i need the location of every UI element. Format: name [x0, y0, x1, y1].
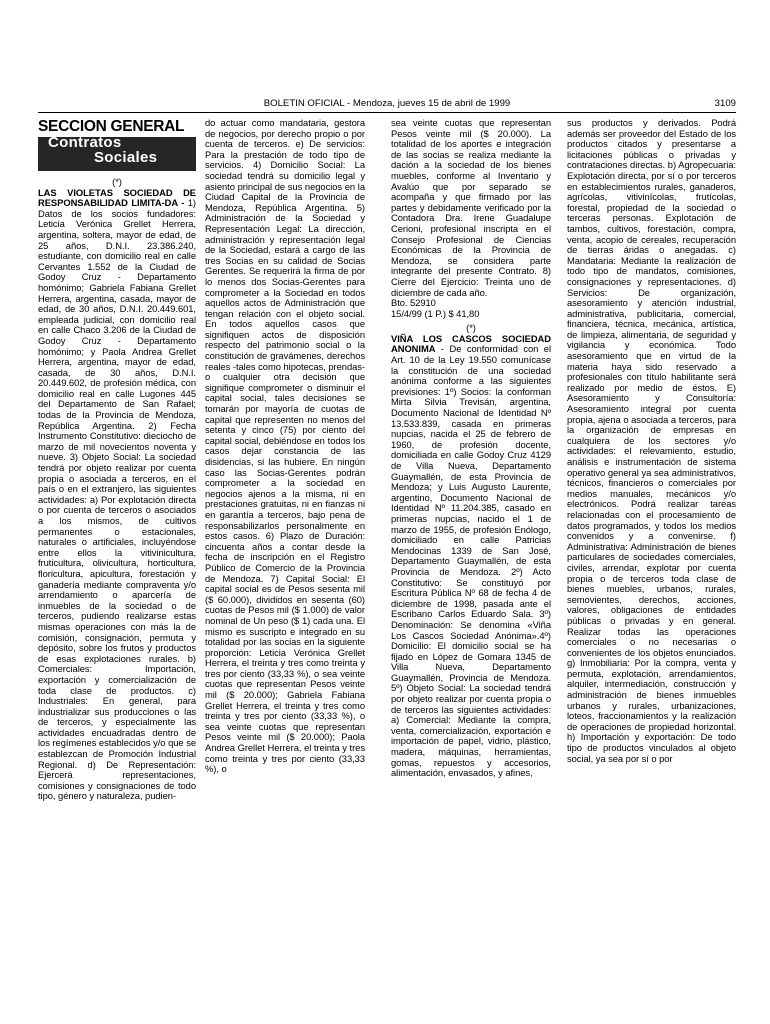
banner-line-2: Sociales [94, 149, 158, 166]
notice-text-continued: sus productos y derivados. Podrá además ser proveedor del Estado de los productos citados y presentarse a licitaciones públicas o privadas y contrataciones directas. b) Agropecuaria: Explotación directa, por sí o por terceros en establecimientos rurales, ganaderos, agrícolas, vitivinícolas, frutícolas, forestal, propiedad de la sociedad o terceras personas. Explotación de tambos, cultivos, forestación, compra, venta, acopio de cereales, recuperación de tierras áridas o anegadas. c) Mandataria: Mediante la realización de todo tipo de mandatos, comisiones, consignaciones y representaciones. d) Servicios: De organización, asesoramiento y atención industrial, administrativa, publicitaria, comercial, financiera, técnica, mecánica, artística, de limpieza, alimentaria, de seguridad y vigilancia y económica. Todo asesoramiento que en virtud de la materia haya sido reservado a profesionales con título habilitante será realizado por medio de éstos. E) Asesoramiento y Consultoría: Asesoramiento integral por cuenta propia, ajena o asociada a terceros, para la organización de empresas en cualquiera de los sectores y/o actividades: el relevamiento, estudio, análisis e instrumentación de sistema operativo general ya sea administrativos, técnicos, financieros o comerciales por medios manuales, mecánicos y/o electrónicos. Podrá realizar tareas relacionadas con el procesamiento de datos programados, y todos los medios convenidos y a convenirse. f) Administrativa: Administración de bienes particulares de sociedades comerciales, civiles, arrendar, explotar por cuenta propia o de terceros toda clase de bienes muebles, urbanos, rurales, semovientes, derechos, acciones, valores, obligaciones de entidades públicas o privadas y en general. Realizar todas las operaciones comerciales o no necesarias o convenientes de los objetos enunciados. g) Inmobiliaria: Por la compra, venta y permuta, explotación, arrendamientos, alquiler, intermediación, construcción y administración de bienes inmuebles urbanos y rurales, urbanizaciones, loteos, fraccionamientos y la realización de operaciones de propiedad horizontal. h) Importación y exportación: De todo tipo de productos vinculados al objeto social, ya sea por sí o por [567, 117, 736, 764]
boleto-number: Bto. 52910 [391, 297, 436, 309]
publication-fee: 15/4/99 (1 P.) $ 41,80 [391, 307, 480, 319]
notice-marker: (*) [466, 322, 476, 334]
section-banner [38, 134, 196, 171]
notice-body [391, 334, 551, 779]
company-name: VIÑA LOS CASCOS SOCIEDAD ANONIMA [391, 332, 551, 355]
column-1 [38, 118, 196, 802]
notice-text-continued: do actuar como mandataria, gestora de negocios, por derecho propio o por cuenta de terceros. e) De servicios: Para la prestación de todo tipo de servicios. 4) Domicilio Social: La sociedad tendrá su domicilio legal y asiento principal de sus negocios en la Ciudad Capital de la Provincia de Mendoza, República Argentina. 5) Administración de la Sociedad y Representación Legal: La dirección, administración y representación legal de la Sociedad, estará a cargo de las tres Socias en su calidad de Socias Gerentes. Se requerirá la firma de por lo menos dos Socias-Gerentes para comprometer a la Sociedad en todos aquellos actos de Administración que tengan relación con el objeto social. En todos aquellos casos que signifiquen actos de disposición respecto del patrimonio social o la constitución de gravámenes, derechos reales -tales como hipotecas, prendas- o cualquier otra decisión que signifique comprometer o disminuir el capital social, tales decisiones se tomarán por mayoría de cuotas de capital que representen no menos del setenta y cinco (75) por ciento del capital social, debiéndose en todos los casos dejar constancia de las disidencias, si las hubiere. En ningún caso las Socias-Gerentes podrán comprometer a la sociedad en negocios ajenos a la misma, ni en prestaciones gratuitas, ni en fianzas ni en garantía a terceros, bajo pena de responsabilizarlos personalmente en estos casos. 6) Plazo de Duración: cincuenta años a contar desde la fecha de inscripción en el Registro Público de Comercio de la Provincia de Mendoza. 7) Capital Social: El capital social es de Pesos sesenta mil ($ 60.000), divididos en sesenta (60) cuotas de Pesos mil ($ 1.000) de valor nominal de Un peso ($ 1) cada una. El mismo es suscripto e integrado en su totalidad por las socias en la siguiente proporción: Leticia Verónica Grellet Herrera, el treinta y tres como treinta y tres por ciento (33,33 %), o sea veinte cuotas que representan Pesos veinte mil ($ 20.000); Gabriela Fabiana Grellet Herrera, el treinta y tres como treinta y tres por ciento (33,33 %), o sea veinte cuotas que representan Pesos veinte mil ($ 20.000); Paola Andrea Grellet Herrera, el treinta y tres como treinta y tres por ciento (33,33 %), o [205, 117, 365, 775]
column-2 [205, 118, 365, 775]
company-name: LAS VIOLETAS SOCIEDAD DE RESPONSABILIDAD LIMITA-DA - [38, 186, 196, 209]
notice-text-continued: sea veinte cuotas que representan Pesos veinte mil ($ 20.000). La totalidad de los aportes e integración de las socias se realiza mediante la dación a la sociedad de los bienes muebles, conforme al Inventario y Avalúo que por separado se acompaña y que firmado por las partes y debidamente verificado por la Contadora Dra. Irene Guadalupe Cerioni, profesional inscripta en el Consejo Profesional de Ciencias Económicas de la Provincia de Mendoza, se considera parte integrante del presente Contrato. 8) Cierre del Ejercicio: Treinta uno de diciembre de cada año. [391, 117, 551, 298]
notice-text: - De conformidad con el Art. 10 de la Ley 19.550 comunícase la constitución de una sociedad anónima conforme a las siguientes previsiones: 1º) Socios: la conforman Mirta Silvia Trevisán, argentina, Documento Nacional de Identidad Nº 13.533.839, casada en primeras nupcias, nacida el 25 de febrero de 1960, de profesión docente, domiciliada en calle Godoy Cruz 4129 de Villa Nueva, Departamento Guaymallén, de esta Provincia de Mendoza; y Luis Augusto Laurente, argentino, Documento Nacional de Identidad Nº 11.204.385, casado en primeras nupcias, nacido el 1 de marzo de 1955, de profesión Enólogo, domiciliado en calle Patricias Mendocinas 1339 de San José, Departamento Guaymallén, de esta Provincia de Mendoza. 2º) Acto Constitutivo: Se constituyó por Escritura Pública Nº 68 de fecha 4 de diciembre de 1998, pasada ante el Escribano Carlos Eduardo Sala. 3º) Denominación: Se denomina «Viña Los Cascos Sociedad Anónima».4º) Domicilio: El domicilio social se ha fijado en López de Gomara 1345 de Villa Nueva, Departamento Guaymallén, Provincia de Mendoza. 5º) Objeto Social: La sociedad tendrá por objeto realizar por cuenta propia o de terceros las siguientes actividades: a) Comercial: Mediante la compra, venta, comercialización, exportación e importación de papel, vidrio, plástico, madera, máquinas, herramientas, gomas, repuestos y accesorios, alimentación, envasados, y afines, [391, 343, 551, 779]
notice-body [38, 188, 196, 802]
notice-marker: (*) [112, 176, 122, 187]
gazette-title: BOLETIN OFICIAL - Mendoza, jueves 15 de abril de 1999 [263, 98, 511, 109]
column-4 [567, 118, 736, 764]
banner-line-1: Contratos [48, 134, 122, 151]
notice-text: 1) Datos de los socios fundadores: Leticia Verónica Grellet Herrera, argentina, soltera, mayor de edad, de 25 años, D.N.I. 23.386.240, estudiante, con domicilio real en calle Cervantes 1.552 de la Ciudad de Godoy Cruz - Departamento homónimo; Gabriela Fabiana Grellet Herrera, argentina, casada, mayor de edad, de 30 años, D.N.I. 20.449.601, empleada judicial, con domicilio real en calle Chaco 3.206 de la Ciudad de Godoy Cruz - Departamento homónimo; y Paola Andrea Grellet Herrera, argentina, mayor de edad, casada, de 30 años, D.N.I. 20.449.602, de profesión médica, con domicilio real en calle Lugones 445 del Departamento de San Rafael; todas de la Provincia de Mendoza, República Argentina. 2) Fecha Instrumento Constitutivo: dieciocho de marzo de mil novecientos noventa y nueve. 3) Objeto Social: La sociedad tendrá por objeto realizar por cuenta propia o asociada a terceros, en el país o en el extranjero, las siguientes actividades: a) Por explotación directa o por cuenta de terceros o asociados a los mismos, de cultivos permanentes o estacionales, naturales o artificiales, incluyéndose entre ellos la vitivinicultura, fruticultura, olivicultura, horticultura, floricultura, apicultura, forestación y ganadería mediante compraventa y/o arrendamiento o aparcería de inmuebles de la sociedad o de terceros, pudiendo realizarse estas mismas operaciones con más la de comisión, consignación, permuta y depósito, sobre los frutos y productos de esas explotaciones rurales. b) Comerciales: Importación, exportación y comercialización de toda clase de productos. c) Industriales: En general, para industrializar sus producciones o las de terceros, y especialmente las actividades encuadradas dentro de los regímenes establecidos y/o que se establezcan de Promoción Industrial Regional. d) De Representación: Ejercerá representaciones, comisiones y consignaciones de todo tipo, género y naturaleza, pudien- [38, 197, 196, 802]
page-header [38, 97, 736, 111]
section-title: SECCION GENERAL [38, 118, 185, 135]
page-number: 3109 [714, 98, 736, 109]
header-divider [38, 112, 736, 113]
column-3 [391, 118, 551, 779]
